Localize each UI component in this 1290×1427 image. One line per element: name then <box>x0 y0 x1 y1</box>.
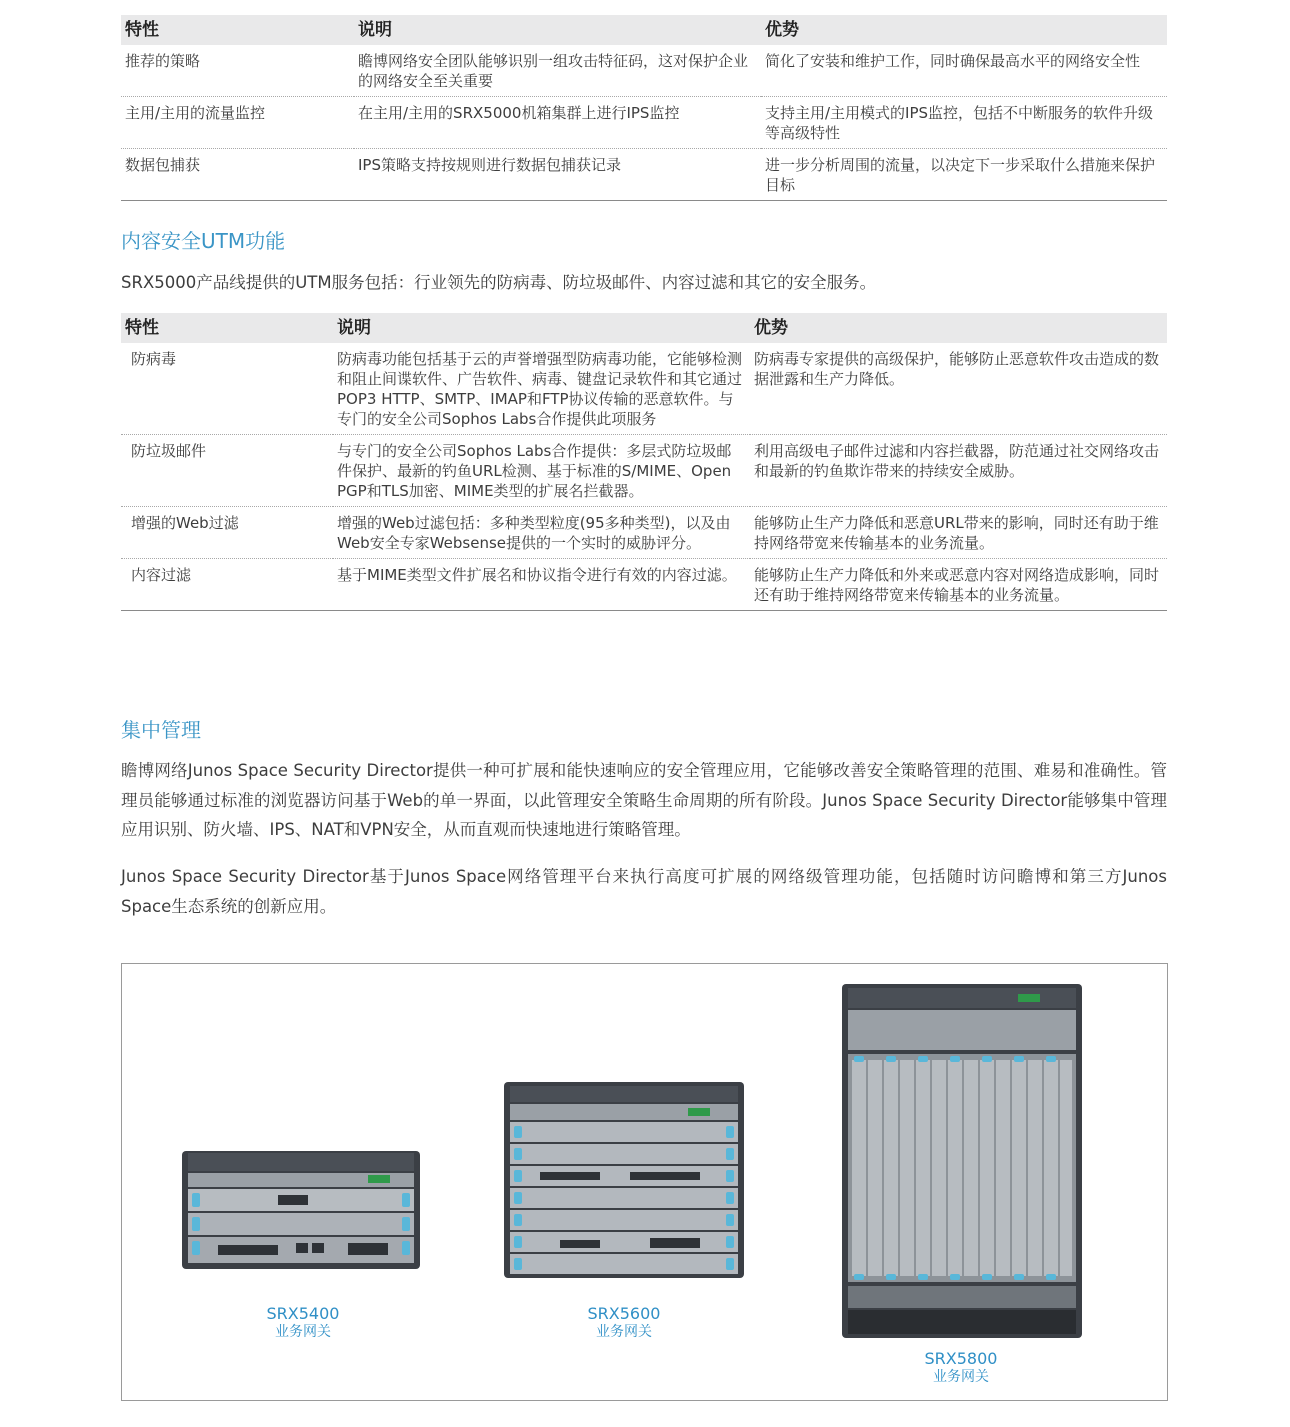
feature-cell: 内容过滤 <box>121 559 333 611</box>
feature-cell: 数据包捕获 <box>121 149 354 201</box>
srx5600-chassis-image <box>500 1080 748 1280</box>
table-row <box>121 559 1167 611</box>
description-cell: 与专门的安全公司Sophos Labs合作提供：多层式防垃圾邮件保护、最新的钓鱼URL检测、基于标准的S/MIME、Open PGP和TLS加密、MIME类型的扩展名拦截器。 <box>333 435 750 507</box>
srx5600-model: SRX5600 <box>587 1304 661 1323</box>
srx5400-subtitle: 业务网关 <box>275 1324 331 1340</box>
header-description: 说明 <box>333 313 750 343</box>
utm-intro-paragraph: SRX5000产品线提供的UTM服务包括：行业领先的防病毒、防垃圾邮件、内容过滤和其它的安全服务。 <box>121 273 877 292</box>
srx5800-chassis-image <box>838 982 1086 1340</box>
feature-cell: 防垃圾邮件 <box>121 435 333 507</box>
mgmt-paragraph-2: Junos Space Security Director基于Junos Space网络管理平台来执行高度可扩展的网络级管理功能，包括随时访问瞻博和第三方Junos Space生态系统的创新应用。 <box>121 867 1167 916</box>
table-header-row <box>121 313 1167 343</box>
benefit-cell: 能够防止生产力降低和外来或恶意内容对网络造成影响，同时还有助于维持网络带宽来传输基本的业务流量。 <box>750 559 1167 611</box>
feature-cell: 防病毒 <box>121 343 333 435</box>
table-row <box>121 149 1167 201</box>
srx5400-model: SRX5400 <box>266 1304 340 1323</box>
srx5800-model: SRX5800 <box>924 1349 998 1368</box>
benefit-cell: 支持主用/主用模式的IPS监控，包括不中断服务的软件升级等高级特性 <box>761 97 1167 149</box>
table-header-row <box>121 15 1167 45</box>
ips-feature-table <box>121 15 1167 201</box>
header-benefit: 优势 <box>750 313 1167 343</box>
description-cell: 基于MIME类型文件扩展名和协议指令进行有效的内容过滤。 <box>333 559 750 611</box>
feature-cell: 增强的Web过滤 <box>121 507 333 559</box>
header-benefit: 优势 <box>761 15 1167 45</box>
srx5800-subtitle: 业务网关 <box>933 1369 989 1385</box>
description-cell: IPS策略支持按规则进行数据包捕获记录 <box>354 149 761 201</box>
description-cell: 瞻博网络安全团队能够识别一组攻击特征码，这对保护企业的网络安全至关重要 <box>354 45 761 97</box>
table-row <box>121 507 1167 559</box>
header-feature: 特性 <box>121 15 354 45</box>
product-figure <box>121 963 1168 1401</box>
description-cell: 防病毒功能包括基于云的声誉增强型防病毒功能，它能够检测和阻止间谍软件、广告软件、病毒、键盘记录软件和其它通过POP3 HTTP、SMTP、IMAP和FTP协议传输的恶意软件。与专门的安全公司Sophos Labs合作提供此项服务 <box>333 343 750 435</box>
benefit-cell: 简化了安装和维护工作，同时确保最高水平的网络安全性 <box>761 45 1167 97</box>
srx5600-caption <box>559 1304 689 1342</box>
srx5600-subtitle: 业务网关 <box>596 1324 652 1340</box>
benefit-cell: 防病毒专家提供的高级保护，能够防止恶意软件攻击造成的数据泄露和生产力降低。 <box>750 343 1167 435</box>
utm-section-title: 内容安全UTM功能 <box>121 229 286 253</box>
header-description: 说明 <box>354 15 761 45</box>
feature-cell: 主用/主用的流量监控 <box>121 97 354 149</box>
mgmt-section-title: 集中管理 <box>121 718 201 742</box>
table-row <box>121 97 1167 149</box>
srx5800-caption <box>896 1349 1026 1387</box>
description-cell: 在主用/主用的SRX5000机箱集群上进行IPS监控 <box>354 97 761 149</box>
table-row <box>121 343 1167 435</box>
utm-feature-table <box>121 313 1167 611</box>
description-cell: 增强的Web过滤包括：多种类型粒度(95多种类型)，以及由Web安全专家Websense提供的一个实时的威胁评分。 <box>333 507 750 559</box>
benefit-cell: 进一步分析周围的流量，以决定下一步采取什么措施来保护目标 <box>761 149 1167 201</box>
benefit-cell: 能够防止生产力降低和恶意URL带来的影响，同时还有助于维持网络带宽来传输基本的业务流量。 <box>750 507 1167 559</box>
benefit-cell: 利用高级电子邮件过滤和内容拦截器，防范通过社交网络攻击和最新的钓鱼欺诈带来的持续安全威胁。 <box>750 435 1167 507</box>
feature-cell: 推荐的策略 <box>121 45 354 97</box>
srx5400-chassis-image <box>178 1149 424 1271</box>
srx5400-caption <box>238 1304 368 1342</box>
table-row <box>121 435 1167 507</box>
table-row <box>121 45 1167 97</box>
header-feature: 特性 <box>121 313 333 343</box>
mgmt-paragraph-1: 瞻博网络Junos Space Security Director提供一种可扩展和能快速响应的安全管理应用，它能够改善安全策略管理的范围、难易和准确性。管理员能够通过标准的浏览器访问基于Web的单一界面，以此管理安全策略生命周期的所有阶段。Junos Space Security Director能够集中管理应用识别、防火墙、IPS、NAT和VPN安全，从而直观而快速地进行策略管理。 <box>121 761 1167 839</box>
